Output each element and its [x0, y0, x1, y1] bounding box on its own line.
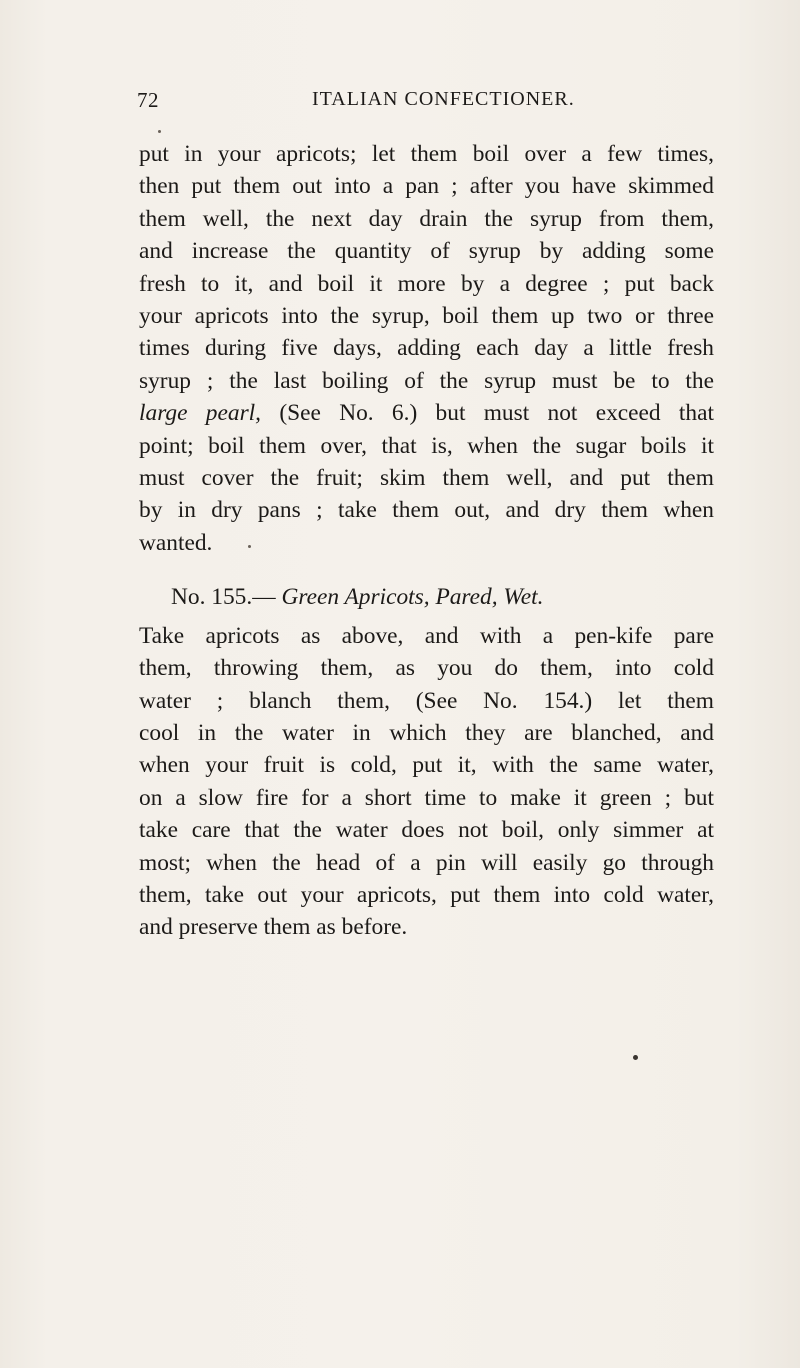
paper-speck [158, 130, 161, 133]
page-header [137, 88, 697, 118]
text-line: times during five days, adding each day a little fresh [139, 335, 714, 362]
text-fragment: (See No. 6.) but must not exceed that [261, 400, 715, 427]
body-text [139, 138, 714, 944]
text-line: by in dry pans ; take them out, and dry them when [139, 497, 714, 524]
text-line: syrup ; the last boiling of the syrup must be to the [139, 367, 714, 394]
recipe-title: Green Apricots, Pared, Wet. [281, 584, 544, 611]
heading-dash: — [252, 584, 276, 611]
running-title: ITALIAN CONFECTIONER. [312, 88, 575, 110]
paper-speck [248, 545, 251, 548]
text-line: put in your apricots; let them boil over a few times, [139, 141, 714, 167]
text-line: them well, the next day drain the syrup from them, [139, 205, 714, 232]
text-line: when your fruit is cold, put it, with the same water, [139, 752, 714, 779]
text-line: Take apricots as above, and with a pen-kife pare [139, 622, 714, 649]
text-line: take care that the water does not boil, only simmer at [139, 817, 714, 844]
text-line: most; when the head of a pin will easily go through [139, 849, 714, 876]
paper-speck [633, 1055, 638, 1060]
text-line: cool in the water in which they are blanched, and [139, 719, 714, 746]
paragraph-1 [139, 138, 714, 559]
recipe-number: No. 155. [171, 584, 253, 611]
text-line: must cover the fruit; skim them well, and put them [139, 465, 714, 492]
text-line: wanted. [139, 529, 213, 556]
page-number: 72 [137, 88, 159, 112]
text-line: water ; blanch them, (See No. 154.) let them [139, 687, 714, 714]
text-line: them, take out your apricots, put them into cold water, [139, 881, 714, 908]
text-line: fresh to it, and boil it more by a degree ; put back [139, 270, 714, 297]
text-line: on a slow fire for a short time to make it green ; but [139, 784, 714, 811]
text-line: point; boil them over, that is, when the sugar boils it [139, 432, 714, 459]
paragraph-2 [139, 620, 714, 944]
text-line: then put them out into a pan ; after you have skimmed [139, 173, 714, 200]
text-line [139, 397, 714, 429]
italic-term: large pearl, [139, 400, 262, 427]
text-line: and preserve them as before. [139, 914, 408, 941]
section-heading [139, 581, 714, 613]
text-line: your apricots into the syrup, boil them up two or three [139, 303, 714, 330]
text-line: and increase the quantity of syrup by adding some [139, 238, 714, 265]
text-line: them, throwing them, as you do them, into cold [139, 655, 714, 682]
